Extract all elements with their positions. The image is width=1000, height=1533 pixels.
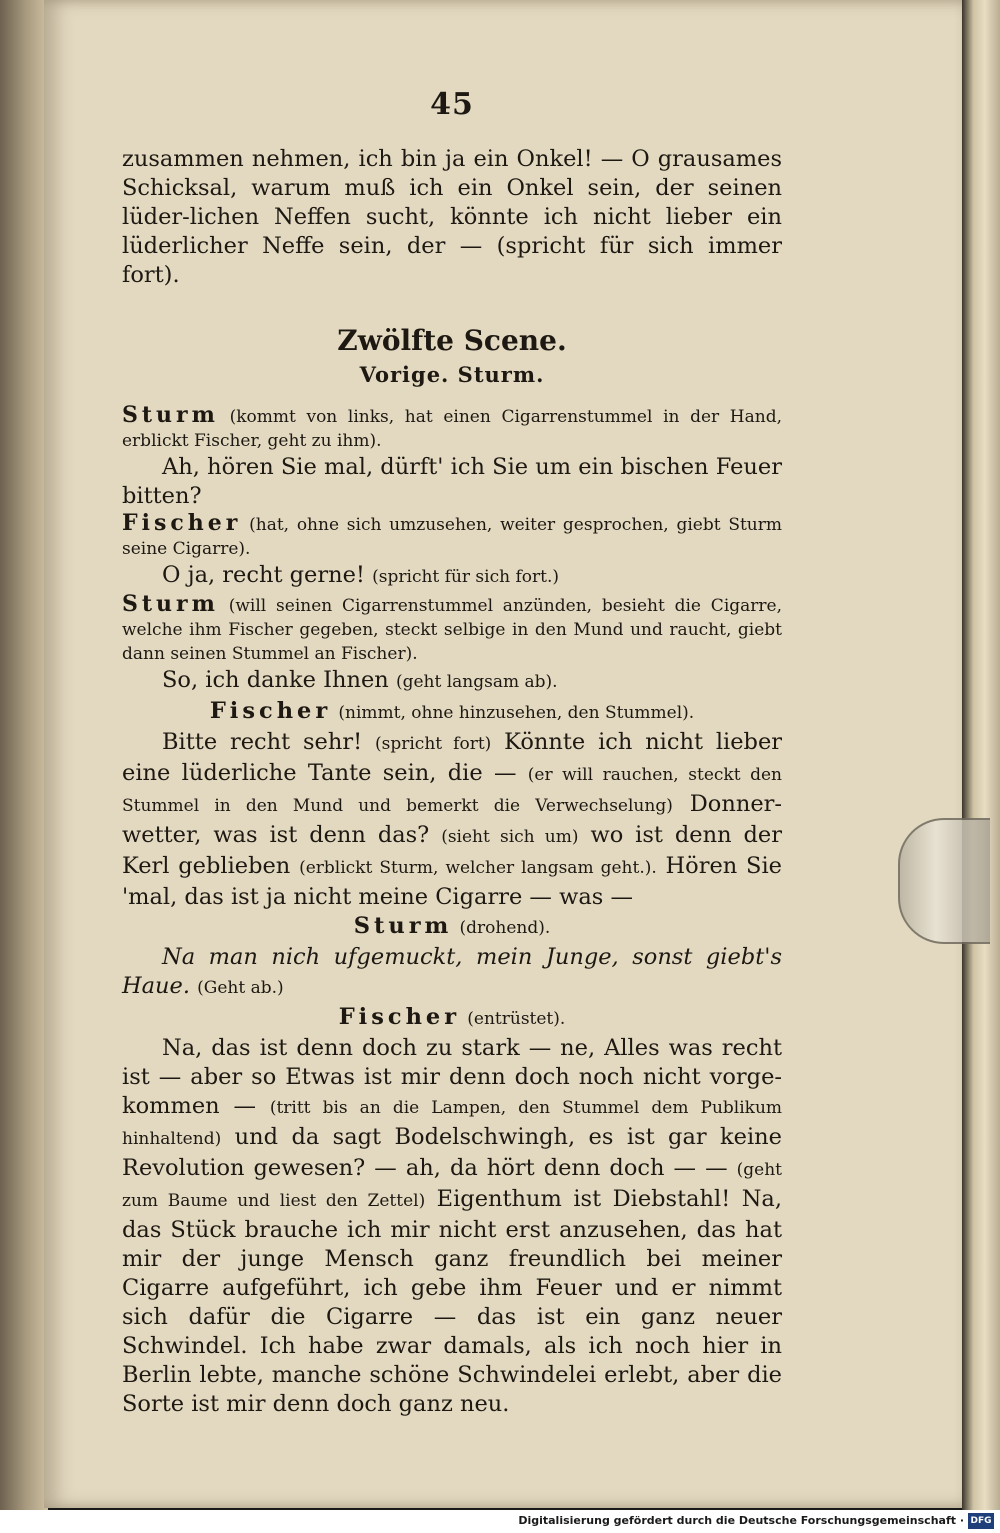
stage-direction: (hat, ohne sich umzusehen, weiter gesprochen, giebt Sturm seine Cigarre). bbox=[122, 515, 782, 559]
dialogue-text: Hören Sie 'mal, das ist ja nicht meine Cigarre — was — bbox=[122, 853, 782, 910]
stage-direction: (spricht fort) bbox=[375, 734, 492, 754]
stage-direction: (geht zum Baume und liest den Zettel) bbox=[122, 1160, 782, 1211]
continued-speech: zusammen nehmen, ich bin ja ein Onkel! — O grausames Schicksal, warum muß ich ein Onkel sein, der seinen lüder-lichen Neffen sucht, könnte ich nicht lieber ein lüderlicher Neffe sein, der — (spricht für sich immer fort). bbox=[122, 146, 782, 288]
speaker-name: Fischer bbox=[338, 1004, 461, 1030]
stage-direction: (drohend). bbox=[459, 918, 551, 938]
stage-direction: (tritt bis an die Lampen, den Stummel dem Publikum hinhaltend) bbox=[122, 1098, 783, 1149]
stage-direction: (entrüstet). bbox=[467, 1009, 566, 1029]
stage-direction: (er will rauchen, steckt den Stummel in den Mund und bemerkt die Verwechselung) bbox=[122, 765, 782, 816]
stage-direction: (nimmt, ohne hinzusehen, den Stummel). bbox=[338, 703, 695, 723]
page-clip bbox=[898, 818, 990, 944]
dfg-logo: DFG bbox=[968, 1513, 994, 1529]
dialogue-text: Könnte ich nicht lieber eine lüderliche Tante sein, die — bbox=[122, 729, 783, 786]
scene-title: Zwölfte Scene. bbox=[337, 324, 567, 357]
stage-direction: (will seinen Cigarrenstummel anzünden, besieht die Cigarre, welche ihm Fischer gegeben, steckt selbige in den Mund und raucht, giebt dann seinen Stummel an Fischer). bbox=[122, 596, 782, 664]
right-page-edge bbox=[962, 0, 1000, 1510]
stage-direction-block bbox=[122, 403, 782, 453]
speaker-heading bbox=[122, 912, 782, 943]
dialogue-text: Na man nich ufgemuckt, mein Junge, sonst giebt's Haue. bbox=[122, 944, 782, 999]
dialogue-text: Eigenthum ist Diebstahl! Na, das Stück brauche ich mir nicht erst anzusehen, das hat mir der junge Mensch ganz freundlich bei meiner Cigarre aufgeführt, ich gebe ihm Feuer und er nimmt sich dafür die Cigarre — das ist ein ganz neuer Schwindel. Ich habe zwar damals, als ich noch hier in Berlin lebte, manche schöne Schwindelei erlebt, aber die Sorte ist mir denn doch ganz neu. bbox=[122, 1186, 782, 1417]
speaker-name: Sturm bbox=[122, 402, 219, 428]
dialogue-text: Ah, hören Sie mal, dürft' ich Sie um ein bischen Feuer bitten? bbox=[122, 454, 782, 509]
dialogue-paragraph bbox=[122, 728, 782, 912]
speaker-heading bbox=[122, 1003, 782, 1034]
dialogue-line bbox=[122, 666, 782, 697]
dialogue-line bbox=[122, 561, 782, 592]
stage-direction: (spricht für sich fort.) bbox=[372, 567, 559, 587]
stage-direction: (Geht ab.) bbox=[197, 978, 284, 998]
speaker-name: Sturm bbox=[353, 913, 453, 939]
stage-direction: (sieht sich um) bbox=[441, 827, 579, 847]
dialogue-line bbox=[122, 943, 782, 1003]
speaker-name: Fischer bbox=[122, 510, 242, 536]
stage-direction: (erblickt Sturm, welcher langsam geht.). bbox=[299, 858, 657, 878]
dialogue-paragraph bbox=[122, 1034, 782, 1419]
page-number: 45 bbox=[430, 87, 474, 122]
left-page-edge bbox=[0, 0, 48, 1510]
scene-subtitle: Vorige. Sturm. bbox=[359, 362, 545, 387]
speaker-name: Sturm bbox=[122, 591, 219, 617]
speaker-name: Fischer bbox=[209, 698, 332, 724]
funding-credit: Digitalisierung gefördert durch die Deutsche Forschungsgemeinschaft · bbox=[518, 1514, 964, 1527]
dialogue-text: wo ist denn der Kerl geblieben bbox=[122, 822, 782, 879]
dialogue-text: O ja, recht gerne! bbox=[162, 562, 365, 588]
speaker-heading bbox=[122, 697, 782, 728]
dialogue-text: Na, das ist denn doch zu stark — ne, Alles was recht ist — aber so Etwas ist mir denn doch noch nicht vorge-kommen — bbox=[122, 1035, 782, 1119]
dialogue-text: Donner-wetter, was ist denn das? bbox=[122, 791, 782, 848]
page-text bbox=[122, 87, 783, 1419]
footer-bar bbox=[0, 1510, 1000, 1533]
dialogue-text: So, ich danke Ihnen bbox=[162, 667, 389, 693]
dialogue-text: und da sagt Bodelschwingh, es ist gar keine Revolution gewesen? — ah, da hört denn doch — — bbox=[122, 1124, 782, 1181]
stage-direction: (geht langsam ab). bbox=[395, 672, 558, 692]
stage-direction-block bbox=[122, 592, 782, 666]
stage-direction-block bbox=[122, 511, 782, 561]
dialogue-text: Bitte recht sehr! bbox=[162, 729, 363, 755]
stage-direction: (kommt von links, hat einen Cigarrenstummel in der Hand, erblickt Fischer, geht zu ihm). bbox=[122, 407, 783, 451]
